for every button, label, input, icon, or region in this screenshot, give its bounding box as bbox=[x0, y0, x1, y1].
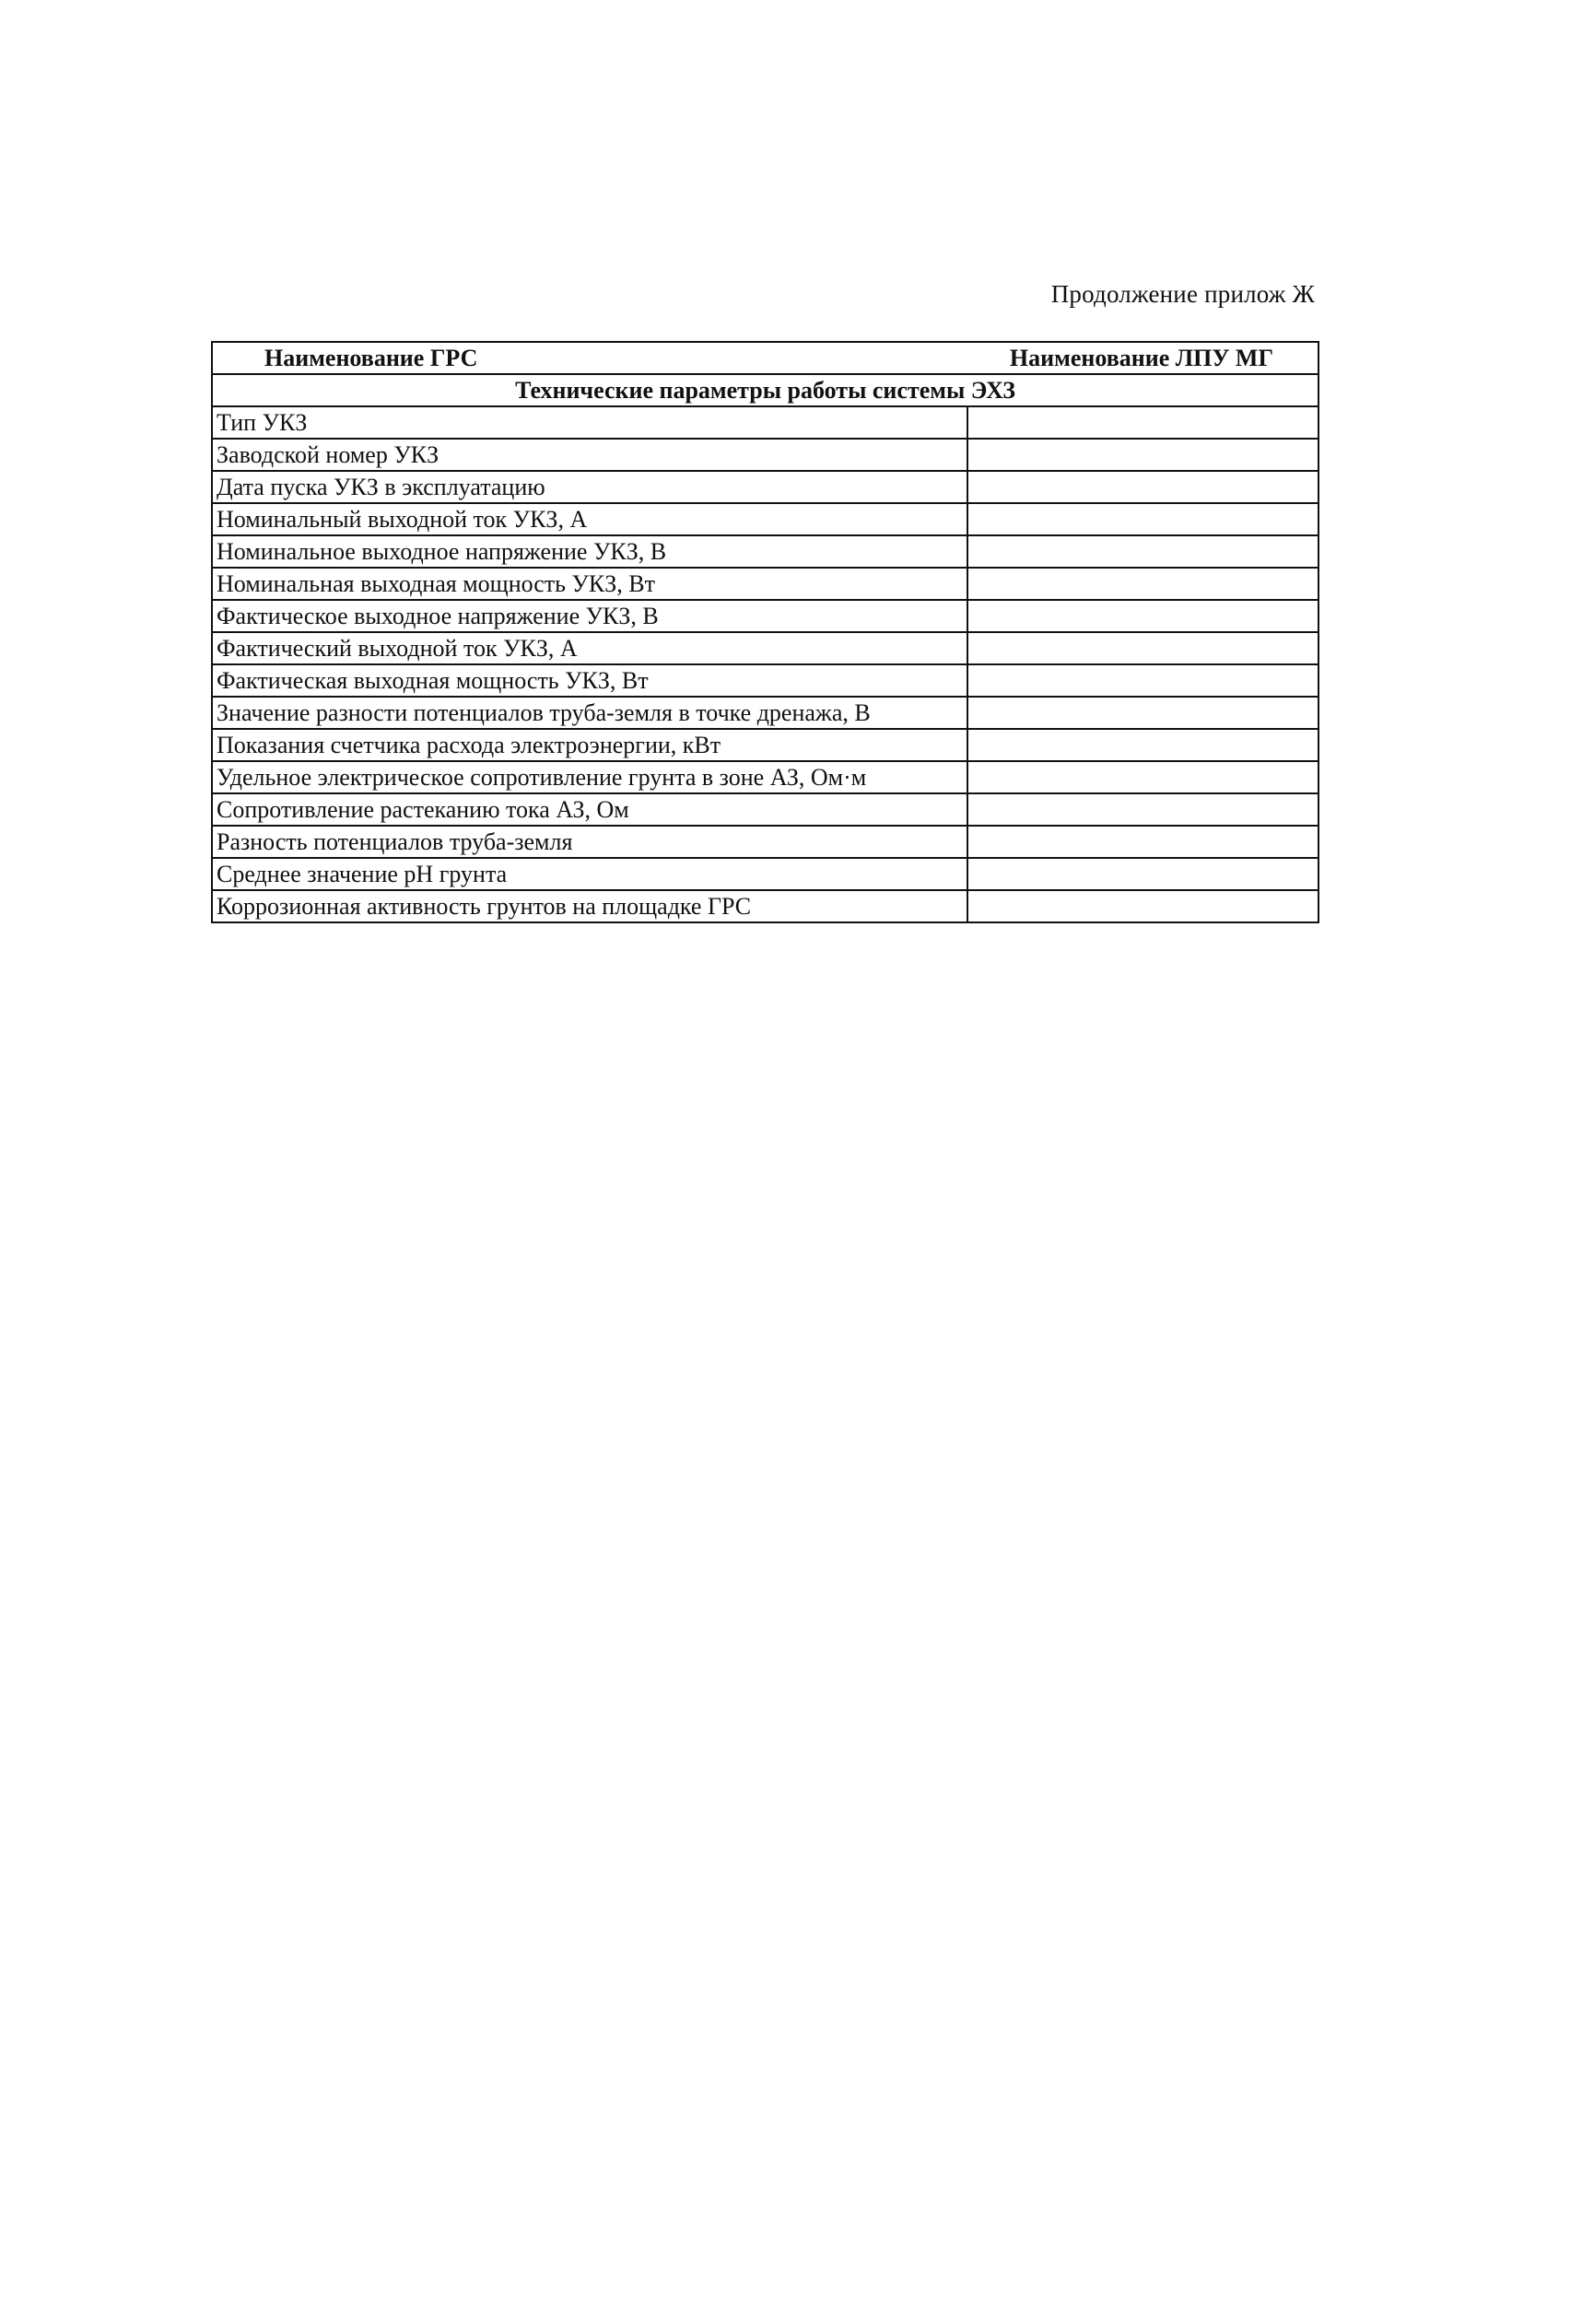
row-label: Номинальная выходная мощность УКЗ, Вт bbox=[212, 568, 967, 600]
table-row bbox=[212, 471, 1318, 503]
table-row bbox=[212, 761, 1318, 793]
table-row bbox=[212, 858, 1318, 890]
table-row bbox=[212, 406, 1318, 439]
row-value-cell[interactable] bbox=[967, 890, 1318, 922]
table-row bbox=[212, 729, 1318, 761]
table-row bbox=[212, 632, 1318, 664]
page-caption: Продолжение прилож Ж bbox=[1050, 280, 1315, 308]
table-row bbox=[212, 568, 1318, 600]
row-value-cell[interactable] bbox=[967, 600, 1318, 632]
row-value-cell[interactable] bbox=[967, 793, 1318, 826]
row-value-cell[interactable] bbox=[967, 535, 1318, 568]
table-row bbox=[212, 664, 1318, 697]
row-label: Номинальное выходное напряжение УКЗ, В bbox=[212, 535, 967, 568]
section-row bbox=[212, 374, 1318, 406]
row-label: Среднее значение pH грунта bbox=[212, 858, 967, 890]
row-label: Разность потенциалов труба-земля bbox=[212, 826, 967, 858]
section-title: Технические параметры работы системы ЭХЗ bbox=[212, 374, 1318, 406]
row-label: Показания счетчика расхода электроэнергии, кВт bbox=[212, 729, 967, 761]
row-value-cell[interactable] bbox=[967, 471, 1318, 503]
row-value-cell[interactable] bbox=[967, 503, 1318, 535]
table-row bbox=[212, 697, 1318, 729]
row-label: Фактический выходной ток УКЗ, А bbox=[212, 632, 967, 664]
row-value-cell[interactable] bbox=[967, 632, 1318, 664]
row-value-cell[interactable] bbox=[967, 761, 1318, 793]
row-label: Фактическая выходная мощность УКЗ, Вт bbox=[212, 664, 967, 697]
table-row bbox=[212, 890, 1318, 922]
row-label: Заводской номер УКЗ bbox=[212, 439, 967, 471]
table-row bbox=[212, 600, 1318, 632]
grs-name-label: Наименование ГРС bbox=[264, 345, 478, 371]
row-label: Коррозионная активность грунтов на площадке ГРС bbox=[212, 890, 967, 922]
row-value-cell[interactable] bbox=[967, 697, 1318, 729]
row-value-cell[interactable] bbox=[967, 826, 1318, 858]
table-row bbox=[212, 535, 1318, 568]
row-value-cell[interactable] bbox=[967, 858, 1318, 890]
row-value-cell[interactable] bbox=[967, 664, 1318, 697]
table-row bbox=[212, 439, 1318, 471]
row-value-cell[interactable] bbox=[967, 568, 1318, 600]
lpu-name-label: Наименование ЛПУ МГ bbox=[1009, 345, 1274, 371]
table-row bbox=[212, 826, 1318, 858]
row-label: Тип УКЗ bbox=[212, 406, 967, 439]
table-row bbox=[212, 503, 1318, 535]
ekhz-parameters-table bbox=[211, 341, 1319, 923]
row-value-cell[interactable] bbox=[967, 439, 1318, 471]
row-value-cell[interactable] bbox=[967, 406, 1318, 439]
row-label: Удельное электрическое сопротивление грунта в зоне АЗ, Ом·м bbox=[212, 761, 967, 793]
row-label: Дата пуска УКЗ в эксплуатацию bbox=[212, 471, 967, 503]
header-cell bbox=[212, 342, 1318, 374]
row-label: Фактическое выходное напряжение УКЗ, В bbox=[212, 600, 967, 632]
table-row bbox=[212, 793, 1318, 826]
row-label: Значение разности потенциалов труба-земля в точке дренажа, В bbox=[212, 697, 967, 729]
row-label: Номинальный выходной ток УКЗ, А bbox=[212, 503, 967, 535]
row-label: Сопротивление растеканию тока АЗ, Ом bbox=[212, 793, 967, 826]
header-row bbox=[212, 342, 1318, 374]
row-value-cell[interactable] bbox=[967, 729, 1318, 761]
